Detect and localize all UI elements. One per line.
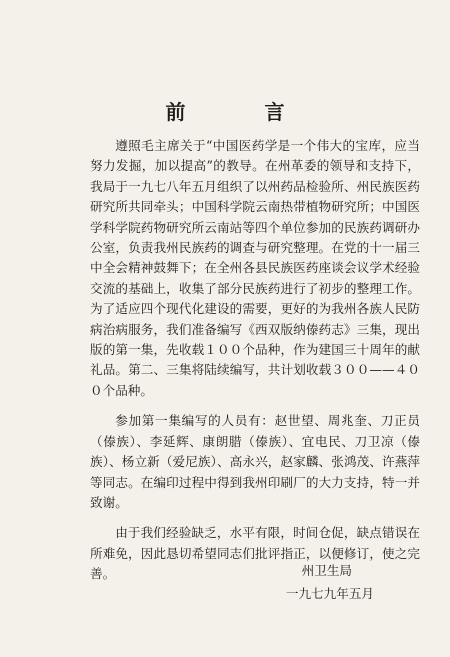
paragraph-2: 参加第一集编写的人员有：赵世望、周兆奎、刀正员（傣族）、李延辉、康朗腊（傣族）、宜电民、刀卫凉（傣族）、杨立新（爱尼族）、高永兴，赵家麟、张鸿茂、许燕萍等同志。在编印过程中得到我州印刷厂的大力支持，特一并致谢。 <box>90 413 420 510</box>
signature-organization: 州卫生局 <box>301 563 352 578</box>
paragraph-3: 由于我们经验缺乏，水平有限，时间仓促，缺点错误在所难免，因此恳切希望同志们批评指正，以便修订，使之完善。 <box>90 525 420 582</box>
preface-body <box>90 136 420 585</box>
signature-date: 一九七九年五月 <box>285 586 374 601</box>
paragraph-1: 遵照毛主席关于“中国医药学是一个伟大的宝库，应当努力发掘，加以提高”的教导。在州革委的领导和支持下，我局于一九七八年五月组织了以州药品检验所、州民族医药研究所共同牵头；中国科学院云南热带植物研究所；中国医学科学院药物研究所云南站等四个单位参加的民族药调研办公室，负责我州民族药的调查与研究整理。在党的十一届三中全会精神鼓舞下；在全州各县民族医药座谈会议学术经验交流的基础上，收集了部分民族药进行了初步的整理工作。为了适应四个现代化建设的需要，更好的为我州各族人民防病治病服务，我们准备编写《西双版纳傣药志》三集，现出版的第一集，先收载１００个品种，作为建国三十周年的献礼品。第二、三集将陆续编写，共计划收载３００——４００个品种。 <box>90 138 420 398</box>
page-title: 前 言 <box>165 100 321 124</box>
